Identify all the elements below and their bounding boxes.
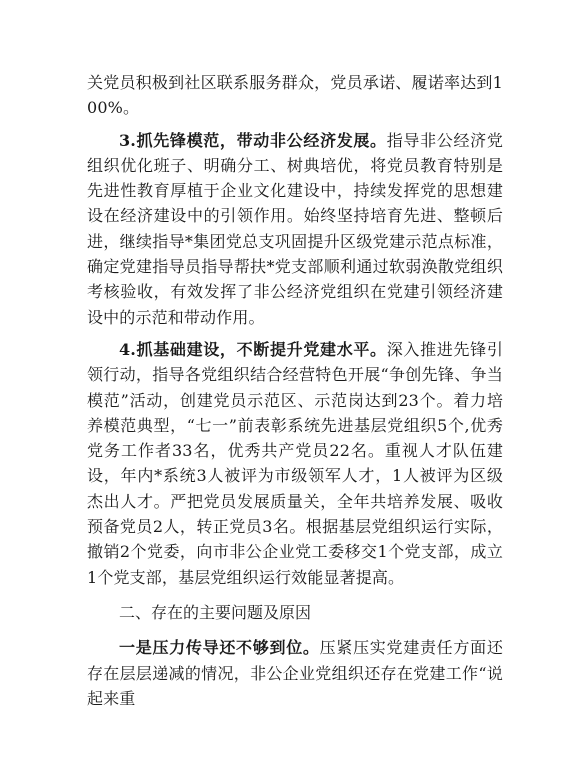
paragraph-lead-bold: 一是压力传导还不够到位。 xyxy=(119,638,320,658)
paragraph-text: 压紧压实党建责任方面还存在层层递减的情况，非公企业党组织还存在党建工作“说起来重 xyxy=(87,638,503,708)
paragraph-text: 关党员积极到社区联系服务群众，党员承诺、履诺率达到100%。 xyxy=(87,73,503,118)
paragraph-item-3 xyxy=(87,128,503,330)
document-body xyxy=(87,70,503,711)
section-heading: 二、存在的主要问题及原因 xyxy=(119,602,312,622)
paragraph-lead-bold: 4.抓基础建设，不断提升党建水平。 xyxy=(119,339,387,359)
paragraph-text: 深入推进先锋引领行动，指导各党组织结合经营特色开展“争创先锋、争当模范”活动，创建党员示范区、示范岗达到23个。着力培养模范典型，“七一”前表彰系统先进基层党组织5个,优秀党务工作者33名，优秀共产党员22名。重视人才队伍建设，年内*系统3人被评为市级领军人才，1人被评为区级杰出人才。严把党员发展质量关，全年共培养发展、吸收预备党员2人，转正党员3名。根据基层党组织运行实际，撤销2个党委，向市非公企业党工委移交1个党支部，成立1个党支部，基层党组织运行效能显著提高。 xyxy=(87,339,503,587)
paragraph-item-4 xyxy=(87,337,503,590)
paragraph-lead-bold: 3.抓先锋模范，带动非公经济发展。 xyxy=(119,130,387,150)
paragraph-continuation xyxy=(87,70,503,121)
paragraph-text: 指导非公经济党组织优化班子、明确分工、树典培优，将党员教育特别是先进性教育厚植于企业文化建设中，持续发挥党的思想建设在经济建设中的引领作用。始终坚持培育先进、整顿后进，继续指导*集团党总支巩固提升区级党建示范点标准，确定党建指导员指导帮扶*党支部顺利通过软弱涣散党组织考核验收，有效发挥了非公经济党组织在党建引领经济建设中的示范和带动作用。 xyxy=(87,130,503,327)
paragraph-problem-1 xyxy=(87,635,503,711)
